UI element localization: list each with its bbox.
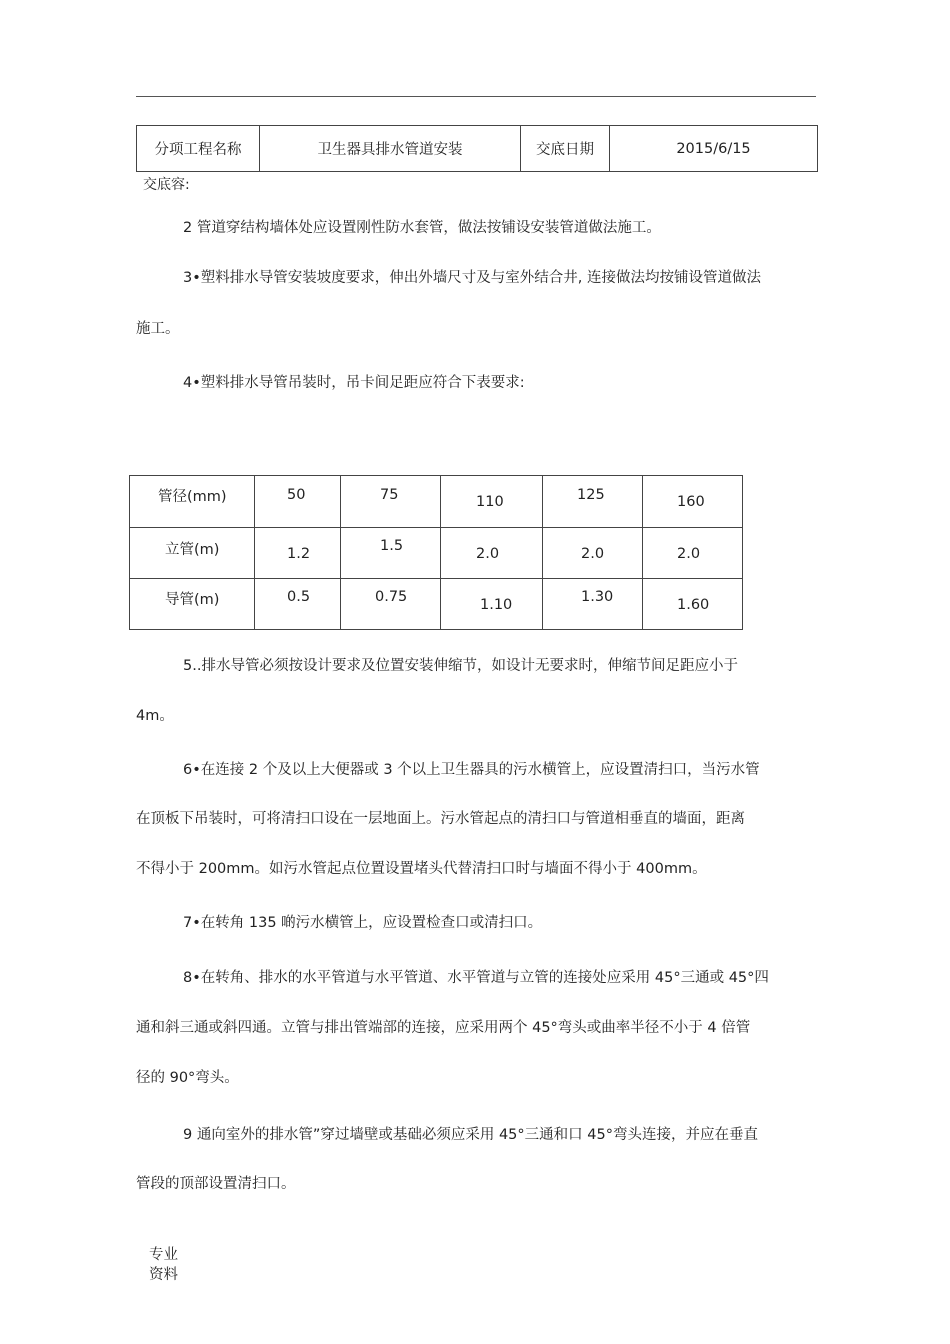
project-name: 卫生器具排水管道安装: [260, 126, 521, 172]
paragraph-8-line-3: 径的 90°弯头。: [136, 1070, 239, 1086]
table-cell: 2.0: [677, 546, 701, 562]
table-cell: 75: [380, 487, 399, 503]
table-cell: 2.0: [476, 546, 500, 562]
table-cell: 1.30: [581, 589, 614, 605]
table-divider: [440, 476, 441, 629]
paragraph-8-line-2: 通和斜三通或斜四通。立管与排出管端部的连接，应采用两个 45°弯头或曲率半径不小于 4 倍管: [136, 1020, 751, 1036]
header-row: [137, 126, 818, 172]
paragraph-9-line-2: 管段的顶部设置清扫口。: [136, 1176, 296, 1192]
table-divider: [542, 476, 543, 629]
table-divider: [254, 476, 255, 629]
table-cell: 0.75: [375, 589, 408, 605]
header-table: [136, 125, 818, 172]
table-divider: [130, 527, 742, 528]
table-cell: 1.60: [677, 597, 710, 613]
paragraph-5-line-1: 5..排水导管必须按设计要求及位置安装伸缩节，如设计无要求时，伸缩节间足距应小于: [183, 658, 738, 674]
table-cell: 125: [577, 487, 605, 503]
paragraph-6-line-3: 不得小于 200mm。如污水管起点位置设置堵头代替清扫口时与墙面不得小于 400mm。: [136, 861, 707, 877]
paragraph-3-line-2: 施工。: [136, 321, 180, 337]
table-cell: 1.10: [480, 597, 513, 613]
table-cell: 0.5: [287, 589, 311, 605]
row-label-guide: 导管(m): [165, 592, 220, 608]
top-rule: [136, 96, 816, 97]
paragraph-6-line-2: 在顶板下吊装时，可将清扫口设在一层地面上。污水管起点的清扫口与管道相垂直的墙面，距离: [136, 811, 745, 827]
paragraph-5-line-2: 4m。: [136, 708, 174, 724]
date-value: 2015/6/15: [610, 126, 818, 172]
date-label: 交底日期: [521, 126, 610, 172]
table-divider: [642, 476, 643, 629]
footer-label: [149, 1245, 178, 1285]
table-divider: [130, 578, 742, 579]
row-label-vertical: 立管(m): [165, 542, 220, 558]
spacing-table: [129, 475, 743, 630]
row-label-diameter: 管径(mm): [158, 489, 227, 505]
paragraph-8-line-1: 8•在转角、排水的水平管道与水平管道、水平管道与立管的连接处应采用 45°三通或 45°四: [183, 970, 769, 986]
paragraph-7: 7•在转角 135 啲污水横管上，应设置检查口或清扫口。: [183, 915, 543, 931]
table-cell: 110: [476, 494, 504, 510]
paragraph-4: 4•塑料排水导管吊装时，吊卡间足距应符合下表要求:: [183, 375, 525, 391]
project-label: 分项工程名称: [137, 126, 260, 172]
paragraph-3-line-1: 3•塑料排水导管安装坡度要求，伸出外墙尺寸及与室外结合井, 连接做法均按铺设管道做法: [183, 270, 761, 286]
intro-label: 交底容:: [143, 177, 190, 193]
footer-line-2: 资料: [149, 1267, 178, 1283]
paragraph-6-line-1: 6•在连接 2 个及以上大便器或 3 个以上卫生器具的污水横管上，应设置清扫口，当污水管: [183, 762, 760, 778]
table-cell: 2.0: [581, 546, 605, 562]
table-cell: 1.5: [380, 538, 404, 554]
footer-line-1: 专业: [149, 1247, 178, 1263]
table-cell: 50: [287, 487, 306, 503]
table-cell: 160: [677, 494, 705, 510]
table-cell: 1.2: [287, 546, 311, 562]
paragraph-2: 2 管道穿结构墙体处应设置刚性防水套管，做法按铺设安装管道做法施工。: [183, 220, 661, 236]
paragraph-9-line-1: 9 通向室外的排水管”穿过墙壁或基础必须应采用 45°三通和口 45°弯头连接，并应在垂直: [183, 1127, 758, 1143]
table-divider: [340, 476, 341, 629]
